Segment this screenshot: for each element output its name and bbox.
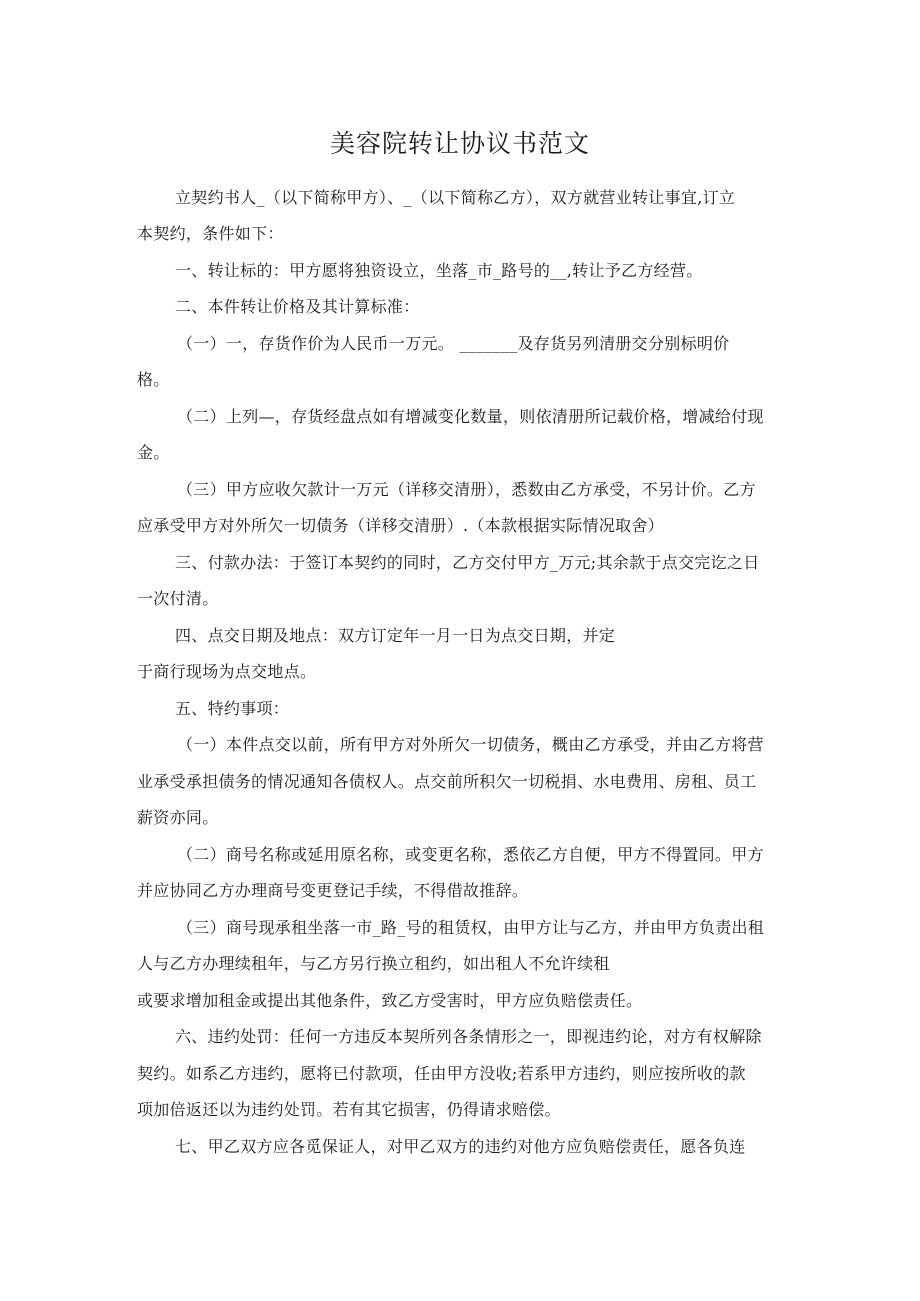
paragraph-line: 应承受甲方对外所欠一切债务（详移交清册）.（本款根据实际情况取舍） — [137, 516, 664, 535]
paragraph-line: 一、转让标的：甲方愿将独资设立，坐落_市_路号的__,转让予乙方经营。 — [175, 261, 703, 280]
paragraph-line: （一）一，存货作价为人民币一万元。 _______及存货另列清册交分别标明价 — [177, 334, 730, 353]
paragraph-line: 并应协同乙方办理商号变更登记手续，不得借故推辞。 — [137, 881, 529, 900]
paragraph-line: （三）甲方应收欠款计一万元（详移交清册），悉数由乙方承受，不另计价。乙方 — [177, 480, 756, 499]
paragraph-line: 契约。如系乙方违约，愿将已付款项，任由甲方没收;若系甲方违约，则应按所收的款 — [137, 1064, 746, 1083]
paragraph-line: （三）商号现承租坐落一市_路_号的租赁权，由甲方让与乙方，并由甲方负责出租 — [177, 918, 765, 937]
paragraph-line: 三、付款办法：于签订本契约的同时，乙方交付甲方_万元;其余款于点交完讫之日 — [175, 553, 760, 572]
paragraph-line: 业承受承担债务的情况通知各债权人。点交前所积欠一切税捐、水电费用、房租、员工 — [137, 772, 757, 791]
paragraph-line: 五、特约事项： — [175, 699, 290, 718]
document-title: 美容院转让协议书范文 — [329, 129, 590, 158]
paragraph-line: 本契约，条件如下： — [137, 224, 284, 243]
paragraph-line: 人与乙方办理续租年，与乙方另行换立租约，如出租人不允许续租 — [137, 954, 610, 973]
paragraph-line: （二）商号名称或延用原名称，或变更名称，悉依乙方自便，甲方不得置同。甲方 — [177, 845, 764, 864]
paragraph-line: 立契约书人_（以下简称甲方）、_（以下简称乙方），双方就营业转让事宜,订立 — [175, 188, 736, 207]
paragraph-line: （二）上列—，存货经盘点如有增减变化数量，则依清册所记载价格，增减给付现 — [177, 407, 764, 426]
paragraph-line: 四、点交日期及地点：双方订定年一月一日为点交日期，并定 — [175, 626, 616, 645]
paragraph-line: 格。 — [137, 370, 170, 389]
paragraph-line: 六、违约处罚：任何一方违反本契所列各条情形之一，即视违约论，对方有权解除 — [175, 1027, 762, 1046]
paragraph-line: 二、本件转让价格及其计算标准： — [175, 297, 420, 316]
paragraph-line: 七、甲乙双方应各觅保证人，对甲乙双方的违约对他方应负赔偿责任，愿各负连 — [175, 1137, 746, 1156]
paragraph-line: 项加倍返还以为违约处罚。若有其它损害，仍得请求赔偿。 — [137, 1100, 561, 1119]
paragraph-line: 金。 — [137, 443, 170, 462]
paragraph-line: 或要求增加租金或提出其他条件，致乙方受害时，甲方应负赔偿责任。 — [137, 991, 643, 1010]
paragraph-line: 薪资亦同。 — [137, 808, 219, 827]
paragraph-line: （一）本件点交以前，所有甲方对外所欠一切债务，概由乙方承受，并由乙方将营 — [177, 735, 764, 754]
paragraph-line: 于商行现场为点交地点。 — [137, 662, 317, 681]
paragraph-line: 一次付清。 — [137, 589, 219, 608]
